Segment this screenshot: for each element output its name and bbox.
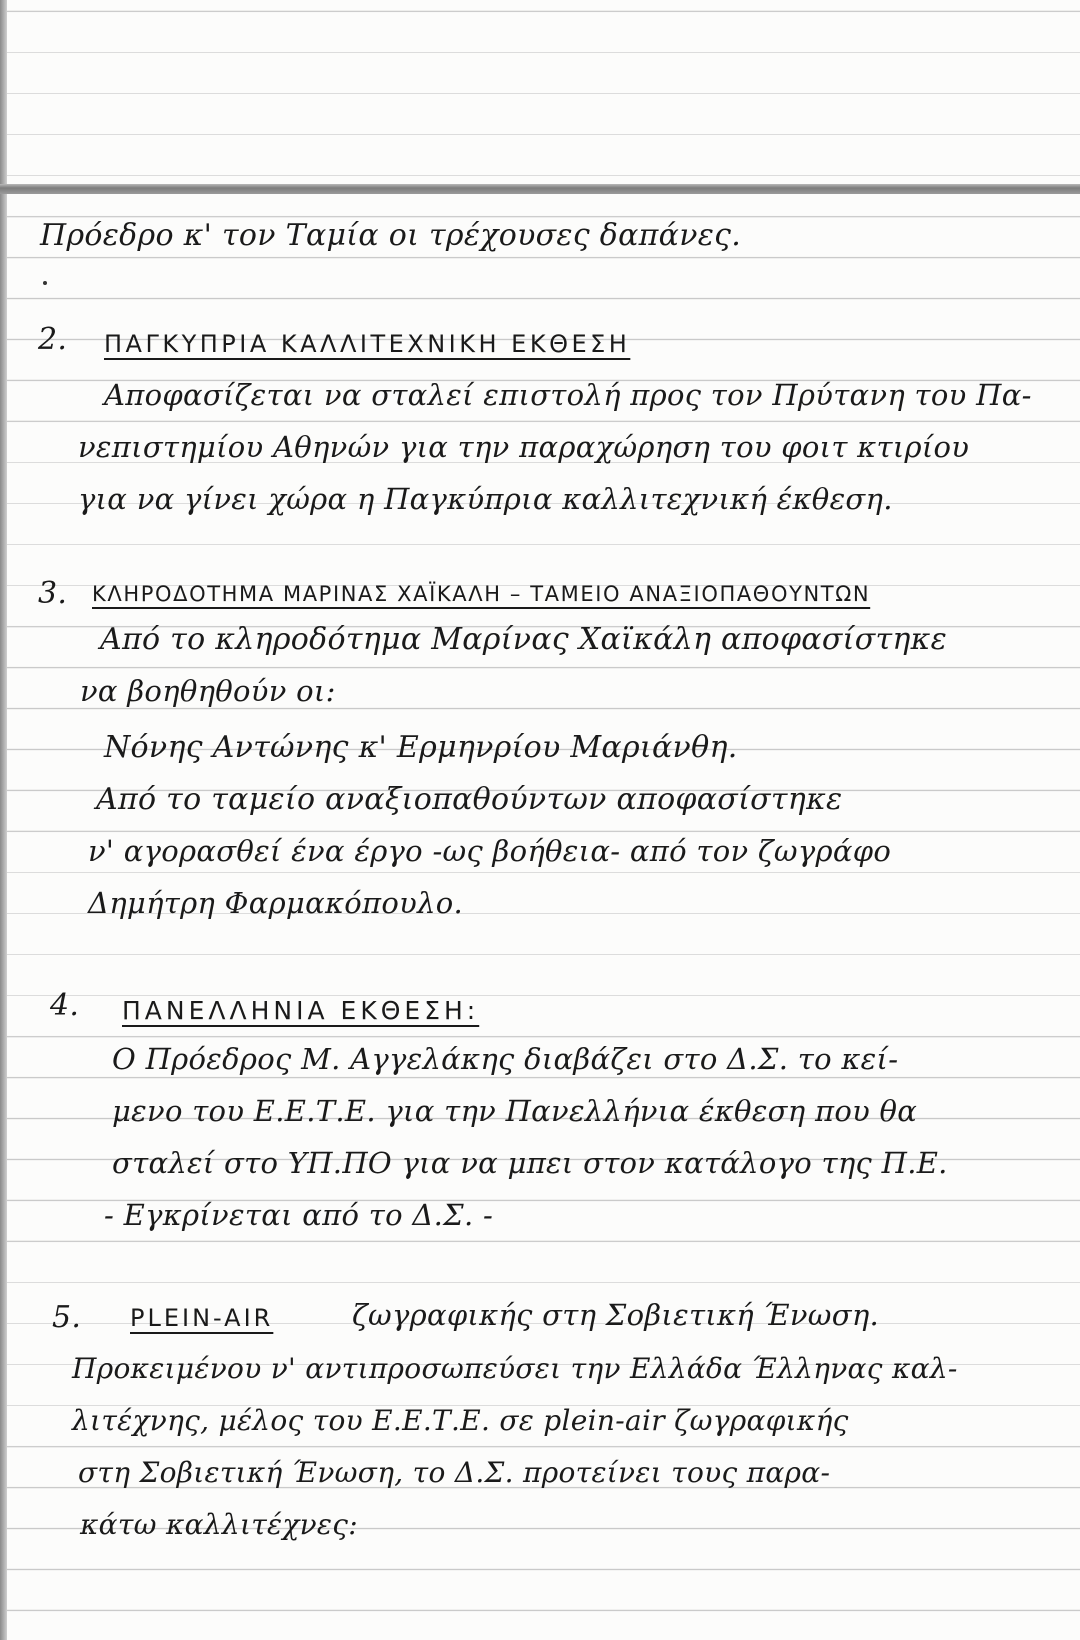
- section-2-heading: ΠΑΓΚΥΠΡΙΑ ΚΑΛΛΙΤΕΧΝΙΚΗ ΕΚΘΕΣΗ: [104, 330, 631, 358]
- section-3-line-3: Νόνης Αντώνης κ' Ερμηνρίου Μαριάνθη.: [104, 730, 738, 765]
- section-4-line-4: - Εγκρίνεται από το Δ.Σ. -: [104, 1198, 494, 1232]
- section-3-line-6: Δημήτρη Φαρμακόπουλο.: [88, 886, 464, 920]
- section-5-heading-rest: ζωγραφικής στη Σοβιετική Ένωση.: [352, 1298, 880, 1332]
- section-5-line-3: στη Σοβιετική Ένωση, το Δ.Σ. προτείνει τους παρα-: [78, 1456, 831, 1489]
- page-binding-edge: [0, 0, 7, 1640]
- section-4-number: 4.: [50, 988, 80, 1023]
- section-2-number: 2.: [38, 322, 68, 357]
- section-3-line-1: Από το κληροδότημα Μαρίνας Χαϊκάλη αποφασίστηκε: [100, 622, 948, 657]
- section-2-line-3: για να γίνει χώρα η Παγκύπρια καλλιτεχνική έκθεση.: [78, 482, 893, 516]
- section-5-line-1: Προκειμένου ν' αντιπροσωπεύσει την Ελλάδα Έλληνας καλ-: [72, 1352, 958, 1385]
- section-5-number: 5.: [52, 1300, 82, 1335]
- section-5-line-2: λιτέχνης, μέλος του Ε.Ε.Τ.Ε. σε plein-air ζωγραφικής: [72, 1404, 849, 1437]
- section-2-line-1: Αποφασίζεται να σταλεί επιστολή προς τον Πρύτανη του Πα-: [104, 378, 1032, 412]
- section-3-number: 3.: [38, 576, 68, 611]
- section-4-line-2: μενο του Ε.Ε.Τ.Ε. για την Πανελλήνια έκθεση που θα: [112, 1094, 918, 1128]
- section-4-line-1: Ο Πρόεδρος Μ. Αγγελάκης διαβάζει στο Δ.Σ. το κεί-: [112, 1042, 899, 1076]
- section-4-line-3: σταλεί στο ΥΠ.ΠΟ για να μπει στον κατάλογο της Π.Ε.: [112, 1146, 948, 1180]
- section-4-heading: ΠΑΝΕΛΛΗΝΙΑ ΕΚΘΕΣΗ:: [122, 996, 480, 1025]
- intro-line: Πρόεδρο κ' τον Ταμία οι τρέχουσες δαπάνες.: [40, 218, 742, 253]
- section-3-line-5: ν' αγορασθεί ένα έργο -ως βοήθεια- από τον ζωγράφο: [88, 834, 892, 868]
- section-2-line-2: νεπιστημίου Αθηνών για την παραχώρηση του φοιτ κτιρίου: [78, 430, 970, 464]
- section-5-heading-plein-air: PLEIN-AIR: [130, 1304, 274, 1332]
- section-5-line-4: κάτω καλλιτέχνες:: [80, 1508, 358, 1541]
- ink-dot: [43, 281, 47, 285]
- section-3-heading: ΚΛΗΡΟΔΟΤΗΜΑ ΜΑΡΙΝΑΣ ΧΑΪΚΑΛΗ – ΤΑΜΕΙΟ ΑΝΑΞΙΟΠΑΘΟΥΝΤΩΝ: [92, 582, 871, 606]
- page-top-margin-band: [0, 184, 1080, 194]
- section-3-line-2: να βοηθηθούν οι:: [80, 674, 336, 708]
- section-3-line-4: Από το ταμείο αναξιοπαθούντων αποφασίστηκε: [96, 782, 843, 817]
